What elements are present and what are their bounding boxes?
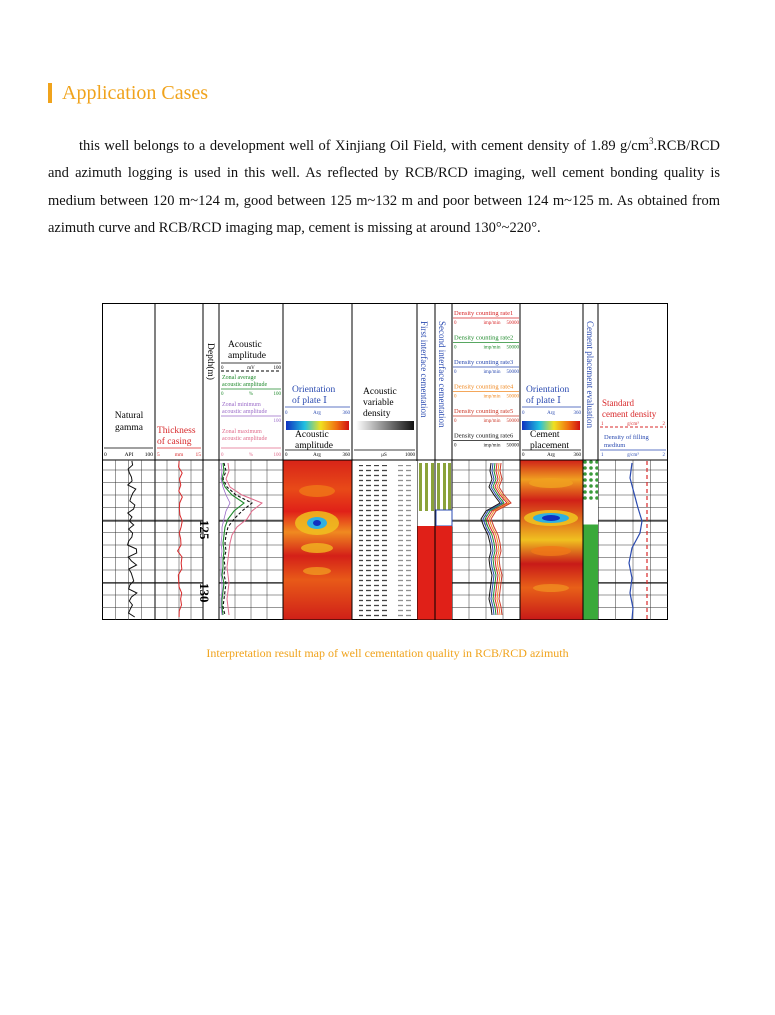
svg-text:50000: 50000 bbox=[506, 443, 519, 449]
max-amp-label-2: acoustic amplitude bbox=[222, 436, 268, 442]
orient2-img-unit: Arg bbox=[547, 453, 555, 458]
heading-accent-bar bbox=[48, 83, 52, 103]
orient1-max: 360 bbox=[342, 411, 350, 416]
svg-text:Density counting rate3: Density counting rate3 bbox=[454, 359, 514, 366]
amplitude-image bbox=[284, 461, 352, 620]
orient2-img-max: 360 bbox=[573, 453, 581, 458]
first-interface-stripes bbox=[419, 463, 434, 511]
svg-text:0: 0 bbox=[454, 419, 457, 424]
std-density-unit: g/cm³ bbox=[627, 422, 639, 427]
orient1-image-label-2: amplitude bbox=[295, 441, 333, 451]
svg-text:50000: 50000 bbox=[506, 394, 519, 400]
svg-text:Density counting rate6: Density counting rate6 bbox=[454, 432, 514, 440]
svg-text:imp/min: imp/min bbox=[483, 321, 501, 326]
min-amp-label-2: acoustic amplitude bbox=[222, 409, 268, 415]
vdl-title-2: variable bbox=[363, 398, 394, 408]
casing-title-1: Thickness bbox=[157, 426, 196, 436]
amplitude-unit: mV bbox=[247, 366, 255, 371]
std-density-max: 2 bbox=[662, 422, 665, 427]
svg-text:imp/min: imp/min bbox=[483, 394, 501, 400]
depth-tick-125: 125 bbox=[197, 520, 212, 540]
avg-amp-unit: % bbox=[248, 392, 254, 397]
orient2-title-2: of plate Ⅰ bbox=[526, 396, 561, 406]
vdl-title-3: density bbox=[363, 409, 391, 419]
svg-text:Density counting rate4: Density counting rate4 bbox=[454, 383, 514, 391]
second-interface-lower bbox=[436, 526, 453, 620]
first-interface-lower bbox=[418, 526, 435, 620]
depth-title: Depth(m) bbox=[205, 343, 215, 380]
amplitude-title-2: amplitude bbox=[228, 351, 266, 361]
avg-amp-max: 100 bbox=[273, 392, 281, 397]
second-interface-stripes bbox=[436, 463, 452, 526]
svg-text:50000: 50000 bbox=[506, 345, 519, 351]
svg-text:0: 0 bbox=[454, 394, 457, 400]
gamma-title-2: gamma bbox=[115, 423, 143, 433]
svg-text:imp/min: imp/min bbox=[483, 345, 501, 351]
orient1-title-2: of plate Ⅰ bbox=[292, 396, 327, 406]
fill-density-unit: g/cm³ bbox=[627, 453, 639, 458]
orient1-color-scale bbox=[286, 421, 349, 430]
orient1-img-min: 0 bbox=[285, 453, 288, 458]
std-density-title-1: Standard bbox=[602, 398, 634, 408]
svg-text:imp/min: imp/min bbox=[483, 443, 501, 449]
gamma-max: 100 bbox=[144, 452, 153, 458]
cement-eval-title: Cement placement evaluation bbox=[585, 321, 595, 428]
orient2-color-scale bbox=[522, 421, 580, 430]
svg-text:50000: 50000 bbox=[506, 370, 519, 375]
heading-title: Application Cases bbox=[62, 81, 209, 104]
max-amp-label-1: Zonal maximum bbox=[222, 429, 262, 435]
cement-eval-filled bbox=[584, 525, 599, 620]
svg-text:0: 0 bbox=[454, 370, 457, 375]
std-density-min: 1 bbox=[601, 422, 604, 427]
orient2-max: 360 bbox=[573, 411, 581, 416]
amplitude-max: 100 bbox=[273, 366, 281, 371]
cement-eval-missing bbox=[584, 501, 599, 525]
min-amp-max: 100 bbox=[273, 419, 281, 424]
orient1-unit: Arg bbox=[313, 411, 321, 416]
svg-text:imp/min: imp/min bbox=[483, 370, 501, 375]
cementation-log-figure bbox=[102, 303, 668, 620]
max-amp-unit: % bbox=[248, 453, 254, 458]
first-interface-title: First interface cementation bbox=[419, 321, 429, 418]
fill-density-max: 2 bbox=[662, 453, 665, 458]
gamma-unit: API bbox=[124, 452, 134, 458]
svg-text:imp/min: imp/min bbox=[483, 419, 501, 424]
fill-density-label-2: medium bbox=[604, 442, 626, 449]
fill-density-min: 1 bbox=[601, 453, 604, 458]
gamma-min: 0 bbox=[104, 452, 107, 458]
svg-text:Density counting rate5: Density counting rate5 bbox=[454, 408, 514, 415]
svg-text:50000: 50000 bbox=[506, 321, 519, 326]
vdl-unit: μS bbox=[381, 453, 387, 458]
orient1-img-unit: Arg bbox=[313, 453, 321, 458]
svg-text:Density counting rate2: Density counting rate2 bbox=[454, 334, 514, 342]
std-density-title-2: cement density bbox=[602, 409, 657, 419]
avg-amp-min: 0 bbox=[221, 392, 224, 397]
casing-min: 5 bbox=[157, 452, 160, 458]
section-heading bbox=[48, 80, 208, 106]
casing-max: 15 bbox=[195, 452, 201, 458]
superscript: 3 bbox=[649, 136, 654, 146]
svg-text:50000: 50000 bbox=[506, 419, 519, 424]
orient2-image-label-2: placement bbox=[530, 441, 570, 451]
min-amp-label-1: Zonal minimum bbox=[222, 402, 261, 408]
vdl-title-1: Acoustic bbox=[363, 387, 397, 397]
amplitude-title-1: Acoustic bbox=[228, 340, 262, 350]
second-interface-title: Second interface cementation bbox=[437, 321, 447, 428]
orient2-unit: Arg bbox=[547, 411, 555, 416]
avg-amp-label-2: acoustic amplitude bbox=[222, 382, 268, 388]
cement-eval-good bbox=[584, 461, 599, 501]
gamma-title-1: Natural bbox=[114, 411, 144, 421]
max-amp-max: 100 bbox=[273, 453, 281, 458]
body-paragraph bbox=[48, 128, 720, 243]
amplitude-min: 0 bbox=[221, 366, 224, 371]
orient2-title-1: Orientation bbox=[526, 385, 570, 395]
figure-caption: Interpretation result map of well cementation quality in RCB/RCD azimuth bbox=[206, 646, 569, 660]
svg-text:Density counting rate1: Density counting rate1 bbox=[454, 310, 514, 317]
vdl-gray-scale bbox=[356, 421, 414, 430]
svg-text:0: 0 bbox=[454, 443, 457, 449]
orient1-image-label-1: Acoustic bbox=[295, 430, 329, 440]
orient2-min: 0 bbox=[522, 411, 525, 416]
orient1-img-max: 360 bbox=[342, 453, 350, 458]
orient1-min: 0 bbox=[285, 411, 288, 416]
fill-density-label-1: Density of filling bbox=[604, 434, 649, 441]
orient2-image-label-1: Cement bbox=[530, 430, 560, 440]
svg-text:0: 0 bbox=[454, 345, 457, 351]
vdl-image bbox=[359, 465, 389, 617]
paragraph-text-1: this well belongs to a development well of Xinjiang Oil Field, with cement density of 1.89 g/cm bbox=[79, 137, 650, 154]
max-amp-min: 0 bbox=[221, 453, 224, 458]
orient1-title-1: Orientation bbox=[292, 385, 336, 395]
orient2-img-min: 0 bbox=[522, 453, 525, 458]
paragraph-text-2: .RCB/RCD and azimuth logging is used in this well. As reflected by RCB/RCD imaging, well cement bonding quality is medium between 120 m~124 m, good between 125 m~132 m and poor between 124 m~125 m. As obtained from azimuth curve and RCB/RCD imaging map, cement is missing at around 130°~220°. bbox=[48, 137, 720, 237]
depth-tick-130: 130 bbox=[197, 583, 212, 603]
svg-text:0: 0 bbox=[454, 321, 457, 326]
avg-amp-label-1: Zonal average bbox=[222, 375, 257, 381]
casing-title-2: of casing bbox=[157, 437, 192, 447]
casing-unit: mm bbox=[174, 452, 184, 458]
vdl-max: 1000 bbox=[405, 453, 415, 458]
